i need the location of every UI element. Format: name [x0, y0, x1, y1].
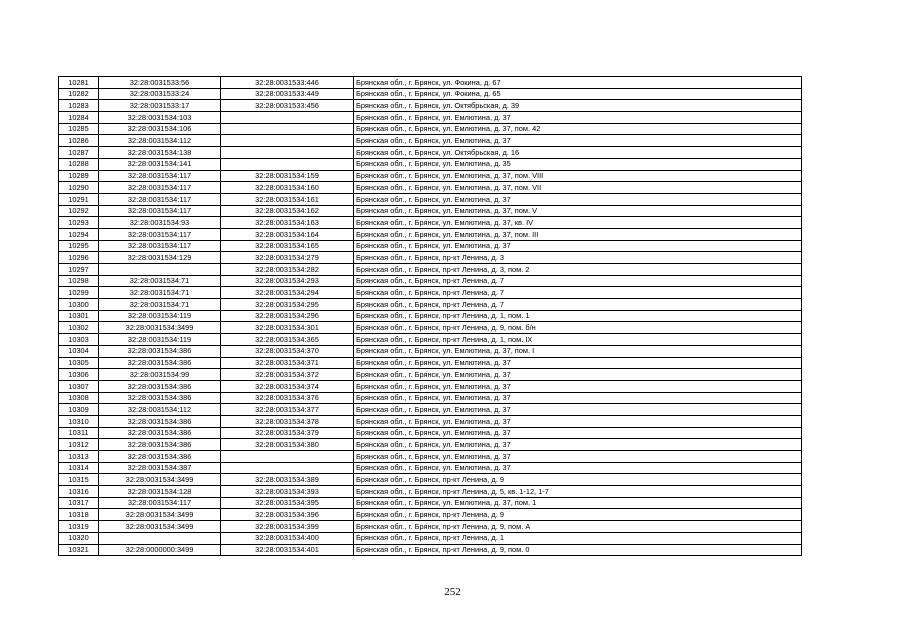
address-cell: Брянская обл., г. Брянск, пр-кт Ленина, д. 9, пом. А	[354, 521, 802, 533]
address-cell: Брянская обл., г. Брянск, пр-кт Ленина, д. 9, пом. б/н	[354, 322, 802, 334]
table-row	[59, 544, 802, 556]
address-cell: Брянская обл., г. Брянск, ул. Емлютина, д. 37, пом. I	[354, 345, 802, 357]
object-number-cell: 32:28:0031534:377	[221, 404, 354, 416]
row-number-cell: 10319	[59, 521, 99, 533]
parcel-number-cell: 32:28:0031534:117	[99, 182, 221, 194]
object-number-cell: 32:28:0031534:161	[221, 193, 354, 205]
table-row	[59, 240, 802, 252]
object-number-cell: 32:28:0031534:295	[221, 299, 354, 311]
address-cell: Брянская обл., г. Брянск, ул. Емлютина, д. 37	[354, 240, 802, 252]
row-number-cell: 10293	[59, 217, 99, 229]
table-row	[59, 182, 802, 194]
row-number-cell: 10287	[59, 147, 99, 159]
object-number-cell: 32:28:0031534:393	[221, 486, 354, 498]
parcel-number-cell: 32:28:0031534:386	[99, 451, 221, 463]
table-row	[59, 123, 802, 135]
row-number-cell: 10286	[59, 135, 99, 147]
object-number-cell: 32:28:0031534:162	[221, 205, 354, 217]
table-row	[59, 369, 802, 381]
object-number-cell: 32:28:0031534:371	[221, 357, 354, 369]
table-row	[59, 100, 802, 112]
object-number-cell: 32:28:0031534:296	[221, 310, 354, 322]
table-row	[59, 77, 802, 89]
object-number-cell: 32:28:0031534:163	[221, 217, 354, 229]
table-row	[59, 392, 802, 404]
address-cell: Брянская обл., г. Брянск, ул. Емлютина, д. 35	[354, 158, 802, 170]
table-row	[59, 474, 802, 486]
table-row	[59, 205, 802, 217]
object-number-cell: 32:28:0031533:456	[221, 100, 354, 112]
row-number-cell: 10314	[59, 462, 99, 474]
parcel-number-cell: 32:28:0031534:3499	[99, 474, 221, 486]
registry-table-body	[59, 77, 802, 556]
address-cell: Брянская обл., г. Брянск, ул. Емлютина, д. 37	[354, 380, 802, 392]
address-cell: Брянская обл., г. Брянск, пр-кт Ленина, д. 3	[354, 252, 802, 264]
address-cell: Брянская обл., г. Брянск, ул. Емлютина, д. 37	[354, 427, 802, 439]
address-cell: Брянская обл., г. Брянск, ул. Емлютина, д. 37, пом. III	[354, 228, 802, 240]
object-number-cell: 32:28:0031534:374	[221, 380, 354, 392]
parcel-number-cell: 32:28:0031534:71	[99, 275, 221, 287]
address-cell: Брянская обл., г. Брянск, ул. Емлютина, д. 37	[354, 415, 802, 427]
row-number-cell: 10305	[59, 357, 99, 369]
address-cell: Брянская обл., г. Брянск, пр-кт Ленина, д. 1, пом. IX	[354, 334, 802, 346]
object-number-cell: 32:28:0031534:294	[221, 287, 354, 299]
object-number-cell: 32:28:0031534:399	[221, 521, 354, 533]
parcel-number-cell: 32:28:0031534:117	[99, 205, 221, 217]
registry-table	[58, 76, 802, 556]
address-cell: Брянская обл., г. Брянск, ул. Емлютина, д. 37	[354, 193, 802, 205]
parcel-number-cell: 32:28:0031533:56	[99, 77, 221, 89]
object-number-cell	[221, 147, 354, 159]
row-number-cell: 10307	[59, 380, 99, 392]
page-number: 252	[444, 586, 461, 598]
row-number-cell: 10306	[59, 369, 99, 381]
object-number-cell: 32:28:0031534:370	[221, 345, 354, 357]
object-number-cell: 32:28:0031534:396	[221, 509, 354, 521]
object-number-cell: 32:28:0031534:389	[221, 474, 354, 486]
parcel-number-cell: 32:28:0031534:129	[99, 252, 221, 264]
row-number-cell: 10315	[59, 474, 99, 486]
parcel-number-cell: 32:28:0031534:103	[99, 112, 221, 124]
address-cell: Брянская обл., г. Брянск, ул. Емлютина, д. 37	[354, 357, 802, 369]
parcel-number-cell: 32:28:0031534:117	[99, 228, 221, 240]
address-cell: Брянская обл., г. Брянск, пр-кт Ленина, д. 9	[354, 474, 802, 486]
table-row	[59, 112, 802, 124]
object-number-cell: 32:28:0031534:401	[221, 544, 354, 556]
row-number-cell: 10284	[59, 112, 99, 124]
object-number-cell: 32:28:0031534:372	[221, 369, 354, 381]
row-number-cell: 10313	[59, 451, 99, 463]
parcel-number-cell: 32:28:0031534:117	[99, 193, 221, 205]
object-number-cell	[221, 462, 354, 474]
parcel-number-cell: 32:28:0031534:112	[99, 135, 221, 147]
table-row	[59, 135, 802, 147]
table-row	[59, 427, 802, 439]
object-number-cell	[221, 451, 354, 463]
parcel-number-cell: 32:28:0031534:106	[99, 123, 221, 135]
address-cell: Брянская обл., г. Брянск, ул. Емлютина, д. 37, пом. VIII	[354, 170, 802, 182]
table-row	[59, 193, 802, 205]
parcel-number-cell: 32:28:0031533:17	[99, 100, 221, 112]
object-number-cell: 32:28:0031534:160	[221, 182, 354, 194]
row-number-cell: 10290	[59, 182, 99, 194]
row-number-cell: 10309	[59, 404, 99, 416]
parcel-number-cell: 32:28:0031534:119	[99, 334, 221, 346]
address-cell: Брянская обл., г. Брянск, ул. Емлютина, д. 37, пом. 42	[354, 123, 802, 135]
parcel-number-cell: 32:28:0031534:93	[99, 217, 221, 229]
row-number-cell: 10320	[59, 532, 99, 544]
address-cell: Брянская обл., г. Брянск, ул. Емлютина, д. 37	[354, 112, 802, 124]
address-cell: Брянская обл., г. Брянск, ул. Октябрьская, д. 16	[354, 147, 802, 159]
table-row	[59, 521, 802, 533]
address-cell: Брянская обл., г. Брянск, ул. Фокина, д. 65	[354, 88, 802, 100]
address-cell: Брянская обл., г. Брянск, ул. Емлютина, д. 37, кв. IV	[354, 217, 802, 229]
object-number-cell: 32:28:0031534:282	[221, 264, 354, 276]
table-row	[59, 439, 802, 451]
table-row	[59, 322, 802, 334]
row-number-cell: 10304	[59, 345, 99, 357]
parcel-number-cell: 32:28:0031534:386	[99, 380, 221, 392]
parcel-number-cell: 32:28:0031533:24	[99, 88, 221, 100]
parcel-number-cell: 32:28:0000000:3499	[99, 544, 221, 556]
table-row	[59, 170, 802, 182]
parcel-number-cell: 32:28:0031534:386	[99, 427, 221, 439]
object-number-cell: 32:28:0031534:301	[221, 322, 354, 334]
object-number-cell	[221, 158, 354, 170]
parcel-number-cell: 32:28:0031534:141	[99, 158, 221, 170]
object-number-cell: 32:28:0031534:279	[221, 252, 354, 264]
row-number-cell: 10288	[59, 158, 99, 170]
table-row	[59, 264, 802, 276]
address-cell: Брянская обл., г. Брянск, пр-кт Ленина, д. 1	[354, 532, 802, 544]
object-number-cell: 32:28:0031534:378	[221, 415, 354, 427]
table-row	[59, 357, 802, 369]
object-number-cell	[221, 135, 354, 147]
parcel-number-cell: 32:28:0031534:71	[99, 287, 221, 299]
object-number-cell: 32:28:0031534:376	[221, 392, 354, 404]
object-number-cell: 32:28:0031533:446	[221, 77, 354, 89]
row-number-cell: 10316	[59, 486, 99, 498]
row-number-cell: 10296	[59, 252, 99, 264]
parcel-number-cell: 32:28:0031534:71	[99, 299, 221, 311]
table-row	[59, 252, 802, 264]
table-row	[59, 147, 802, 159]
table-row	[59, 404, 802, 416]
parcel-number-cell: 32:28:0031534:386	[99, 345, 221, 357]
address-cell: Брянская обл., г. Брянск, ул. Емлютина, д. 37, пом. 1	[354, 497, 802, 509]
row-number-cell: 10299	[59, 287, 99, 299]
address-cell: Брянская обл., г. Брянск, ул. Емлютина, д. 37	[354, 135, 802, 147]
parcel-number-cell: 32:28:0031534:386	[99, 392, 221, 404]
table-row	[59, 486, 802, 498]
parcel-number-cell: 32:28:0031534:99	[99, 369, 221, 381]
table-row	[59, 451, 802, 463]
object-number-cell: 32:28:0031534:165	[221, 240, 354, 252]
parcel-number-cell: 32:28:0031534:117	[99, 240, 221, 252]
row-number-cell: 10311	[59, 427, 99, 439]
object-number-cell: 32:28:0031534:379	[221, 427, 354, 439]
row-number-cell: 10318	[59, 509, 99, 521]
address-cell: Брянская обл., г. Брянск, ул. Емлютина, д. 37	[354, 439, 802, 451]
address-cell: Брянская обл., г. Брянск, ул. Емлютина, д. 37	[354, 369, 802, 381]
address-cell: Брянская обл., г. Брянск, пр-кт Ленина, д. 5, кв. 1-12, 1-7	[354, 486, 802, 498]
row-number-cell: 10291	[59, 193, 99, 205]
address-cell: Брянская обл., г. Брянск, пр-кт Ленина, д. 7	[354, 287, 802, 299]
parcel-number-cell: 32:28:0031534:386	[99, 357, 221, 369]
address-cell: Брянская обл., г. Брянск, ул. Емлютина, д. 37	[354, 404, 802, 416]
table-row	[59, 158, 802, 170]
address-cell: Брянская обл., г. Брянск, пр-кт Ленина, д. 7	[354, 275, 802, 287]
parcel-number-cell: 32:28:0031534:386	[99, 415, 221, 427]
parcel-number-cell	[99, 532, 221, 544]
address-cell: Брянская обл., г. Брянск, пр-кт Ленина, д. 7	[354, 299, 802, 311]
address-cell: Брянская обл., г. Брянск, ул. Октябрьская, д. 39	[354, 100, 802, 112]
row-number-cell: 10294	[59, 228, 99, 240]
table-row	[59, 497, 802, 509]
address-cell: Брянская обл., г. Брянск, пр-кт Ленина, д. 9, пом. 0	[354, 544, 802, 556]
object-number-cell: 32:28:0031534:164	[221, 228, 354, 240]
row-number-cell: 10302	[59, 322, 99, 334]
address-cell: Брянская обл., г. Брянск, ул. Фокина, д. 67	[354, 77, 802, 89]
table-row	[59, 88, 802, 100]
table-row	[59, 275, 802, 287]
row-number-cell: 10295	[59, 240, 99, 252]
row-number-cell: 10300	[59, 299, 99, 311]
table-row	[59, 345, 802, 357]
object-number-cell: 32:28:0031534:395	[221, 497, 354, 509]
object-number-cell: 32:28:0031534:293	[221, 275, 354, 287]
row-number-cell: 10285	[59, 123, 99, 135]
parcel-number-cell: 32:28:0031534:3499	[99, 322, 221, 334]
address-cell: Брянская обл., г. Брянск, ул. Емлютина, д. 37	[354, 462, 802, 474]
row-number-cell: 10298	[59, 275, 99, 287]
row-number-cell: 10289	[59, 170, 99, 182]
table-row	[59, 217, 802, 229]
address-cell: Брянская обл., г. Брянск, пр-кт Ленина, д. 3, пом. 2	[354, 264, 802, 276]
table-row	[59, 228, 802, 240]
row-number-cell: 10292	[59, 205, 99, 217]
parcel-number-cell	[99, 264, 221, 276]
object-number-cell: 32:28:0031534:159	[221, 170, 354, 182]
row-number-cell: 10321	[59, 544, 99, 556]
address-cell: Брянская обл., г. Брянск, ул. Емлютина, д. 37, пом. VII	[354, 182, 802, 194]
row-number-cell: 10310	[59, 415, 99, 427]
parcel-number-cell: 32:28:0031534:119	[99, 310, 221, 322]
object-number-cell	[221, 112, 354, 124]
table-row	[59, 287, 802, 299]
parcel-number-cell: 32:28:0031534:138	[99, 147, 221, 159]
row-number-cell: 10303	[59, 334, 99, 346]
object-number-cell: 32:28:0031533:449	[221, 88, 354, 100]
row-number-cell: 10283	[59, 100, 99, 112]
row-number-cell: 10308	[59, 392, 99, 404]
table-row	[59, 415, 802, 427]
table-row	[59, 380, 802, 392]
row-number-cell: 10301	[59, 310, 99, 322]
object-number-cell: 32:28:0031534:400	[221, 532, 354, 544]
parcel-number-cell: 32:28:0031534:128	[99, 486, 221, 498]
address-cell: Брянская обл., г. Брянск, ул. Емлютина, д. 37	[354, 451, 802, 463]
address-cell: Брянская обл., г. Брянск, ул. Емлютина, д. 37, пом. V	[354, 205, 802, 217]
address-cell: Брянская обл., г. Брянск, ул. Емлютина, д. 37	[354, 392, 802, 404]
object-number-cell	[221, 123, 354, 135]
table-row	[59, 334, 802, 346]
table-row	[59, 310, 802, 322]
row-number-cell: 10312	[59, 439, 99, 451]
parcel-number-cell: 32:28:0031534:117	[99, 497, 221, 509]
parcel-number-cell: 32:28:0031534:117	[99, 170, 221, 182]
row-number-cell: 10281	[59, 77, 99, 89]
table-row	[59, 299, 802, 311]
address-cell: Брянская обл., г. Брянск, пр-кт Ленина, д. 1, пом. 1	[354, 310, 802, 322]
row-number-cell: 10297	[59, 264, 99, 276]
row-number-cell: 10282	[59, 88, 99, 100]
address-cell: Брянская обл., г. Брянск, пр-кт Ленина, д. 9	[354, 509, 802, 521]
table-row	[59, 462, 802, 474]
table-row	[59, 509, 802, 521]
row-number-cell: 10317	[59, 497, 99, 509]
parcel-number-cell: 32:28:0031534:386	[99, 439, 221, 451]
parcel-number-cell: 32:28:0031534:387	[99, 462, 221, 474]
object-number-cell: 32:28:0031534:380	[221, 439, 354, 451]
object-number-cell: 32:28:0031534:365	[221, 334, 354, 346]
parcel-number-cell: 32:28:0031534:112	[99, 404, 221, 416]
parcel-number-cell: 32:28:0031534:3499	[99, 509, 221, 521]
table-row	[59, 532, 802, 544]
parcel-number-cell: 32:28:0031534:3499	[99, 521, 221, 533]
